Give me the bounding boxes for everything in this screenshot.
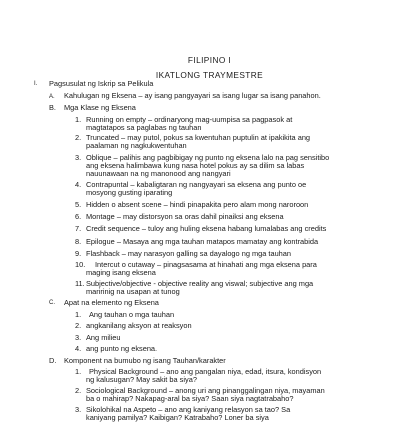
- subsection-d-marker: D.: [49, 355, 57, 365]
- list-item-text: Hidden o absent scene – hindi pinapakita pero alam mong naroroon: [86, 199, 309, 209]
- list-item-text: Credit sequence – tuloy ang huling eksena habang lumalabas ang credits: [86, 224, 327, 234]
- subsection-d-title: Komponent na bumubo ng isang Tauhan/karakter: [64, 355, 226, 365]
- list-item-text: angkanilang aksyon at reaksyon: [86, 321, 192, 331]
- subsection-a-text: Kahulugan ng Eksena – ay isang pangyayari sa isang lugar sa isang panahon.: [64, 91, 321, 100]
- subsection-b-marker: B.: [49, 103, 56, 113]
- subsection-a-marker: A.: [49, 93, 55, 100]
- list-item-number: 3.: [75, 405, 82, 415]
- list-item-number: 9.: [75, 248, 82, 258]
- list-item-number: 6.: [75, 211, 82, 221]
- list-item-text: Ang tauhan o mga tauhan: [89, 309, 175, 319]
- section-marker: I.: [34, 80, 38, 87]
- list-item-number: 1.: [75, 114, 82, 124]
- list-item-number: 11.: [75, 278, 85, 288]
- list-item-text: Montage – may distorsyon sa oras dahil pinaiksi ang eksena: [86, 211, 284, 221]
- list-item-text: ang eksena halimbawa kung nasa hotel pokus ay sa dilim sa labas: [86, 160, 305, 170]
- list-item-text: Epilogue – Masaya ang mga tauhan matapos mamatay ang kontrabida: [86, 236, 319, 246]
- document-title: FILIPINO I: [187, 55, 232, 65]
- list-item-text: ba o mahirap? Nakapag-aral ba siya? Saan siya nagtatrabaho?: [86, 393, 294, 403]
- list-item-text: Oblique – palihis ang pagbibigay ng punto ng eksena lalo na pag sensitibo: [86, 152, 330, 162]
- subsection-c-marker: C.: [49, 300, 55, 307]
- list-item-text: nauunawaan na ng manonood ang nangyari: [86, 168, 231, 178]
- list-item-number: 3.: [75, 152, 82, 162]
- list-item-number: 2.: [75, 133, 82, 143]
- list-item-number: 4.: [75, 180, 82, 190]
- list-item-text: maging isang eksena: [86, 268, 156, 278]
- list-item-number: 1.: [75, 367, 82, 377]
- list-item-text: maririnig na usapan at tunog: [86, 286, 180, 296]
- list-item-text: Sikolohikal na Aspeto – ano ang kaniyang relasyon sa tao? Sa: [86, 405, 291, 415]
- list-item-text: Subjective/objective - objective reality ang viswal; subjective ang mga: [86, 278, 314, 288]
- list-item-text: magtatapos sa paglabas ng tauhan: [86, 122, 202, 132]
- list-item-number: 7.: [75, 224, 82, 234]
- list-item-number: 1.: [75, 309, 82, 319]
- list-item-text: Intercut o cutaway – pinagsasama at hinahati ang mga eksena para: [95, 260, 317, 270]
- section-title: Pagsusulat ng Iskrip sa Pelikula: [49, 78, 154, 88]
- list-item-text: Flashback – may narasyon galling sa dayalogo ng mga tauhan: [86, 248, 292, 258]
- list-item-number: 3.: [75, 332, 82, 342]
- list-item-text: Contrapuntal – kabaligtaran ng nangyayari sa eksena ang punto oe: [86, 180, 307, 190]
- list-item-number: 2.: [75, 385, 82, 395]
- list-item-text: Physical Background – ano ang pangalan niya, edad, itsura, kondisyon: [89, 367, 322, 377]
- document-subtitle: IKATLONG TRAYMESTRE: [155, 70, 264, 80]
- list-item-text: kaniyang pamilya? Kaibigan? Katrabaho? Loner ba siya: [86, 413, 269, 422]
- list-item-number: 4.: [75, 344, 82, 354]
- list-item-text: ang punto ng eksena.: [86, 344, 158, 354]
- list-item-text: Sociological Background – anong uri ang pinanggalingan niya, mayaman: [86, 385, 325, 395]
- list-item-text: Ang milieu: [86, 332, 121, 342]
- list-item-text: paalaman ng nagkukwentuhan: [86, 141, 187, 151]
- list-item-number: 10.: [75, 260, 86, 270]
- list-item-text: mosyong gusting iparating: [86, 188, 173, 198]
- list-item-text: Truncated – may putol, pokus sa kwentuhan puptulin at ipakikita ang: [86, 133, 311, 143]
- subsection-b-title: Mga Klase ng Eksena: [64, 103, 136, 113]
- list-item-number: 2.: [75, 321, 82, 331]
- list-item-text: Running on empty – ordinaryong mag-uumpisa sa pagpasok at: [86, 114, 293, 124]
- list-item-number: 8.: [75, 236, 82, 246]
- subsection-c-title: Apat na elemento ng Eksena: [64, 298, 159, 308]
- list-item-text: ng kalusugan? May sakit ba siya?: [86, 375, 197, 385]
- list-item-number: 5.: [75, 199, 82, 209]
